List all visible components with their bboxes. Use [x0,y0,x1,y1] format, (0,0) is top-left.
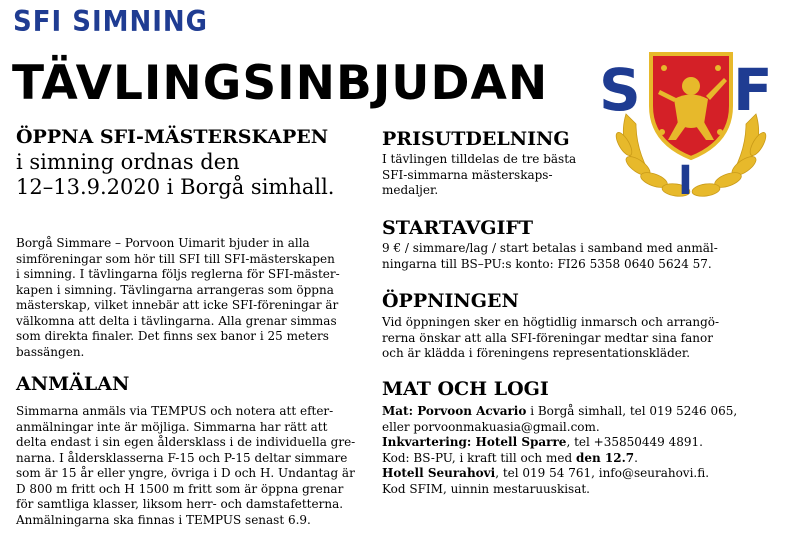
prisutdelning-heading: PRISUTDELNING [382,128,570,150]
lead-text [16,125,376,200]
lead-line-1: ÖPPNA SFI-MÄSTERSKAPEN [16,126,329,148]
text-line: simföreningar som hör till SFI till SFI-mästerskapen [16,251,335,266]
text-line: Vid öppningen sker en högtidlig inmarsch och arrangö- [382,315,720,329]
text-line: som direkta finaler. Det finns sex banor i 25 meters [16,329,329,343]
text-span: Kod: BS-PU, i kraft till och med [382,450,576,465]
text-line: kapen i simning. Tävlingarna arrangeras som öppna [16,282,334,297]
text-line: delta endast i sin egen åldersklass i de individuella gre- [16,435,356,449]
mat-och-logi-paragraph [382,404,782,497]
text-span: i Borgå simhall, tel 019 5246 065, [526,404,738,418]
text-line: anmälningar inte är möjliga. Simmarna har rätt att [16,419,328,434]
text-span: . [634,450,638,465]
text-span: , tel +35850449 4891. [566,435,703,449]
text-line: D 800 m fritt och H 1500 m fritt som är öppna grenar [16,481,344,496]
text-line: välkomna att delta i tävlingarna. Alla grenar simmas [16,313,337,328]
startavgift-heading: STARTAVGIFT [382,217,533,239]
hotel-name: Hotell Seurahovi [382,466,496,480]
text-line [382,435,782,451]
text-line: Borgå Simmare – Porvoon Uimarit bjuder in alla [16,236,310,250]
anmalan-heading: ANMÄLAN [16,373,130,395]
organization-name: SFI SIMNING [13,6,209,39]
anmalan-paragraph [16,404,356,528]
text-line [382,451,782,467]
text-line: i simning. I tävlingarna följs reglerna för SFI-mäster- [16,267,340,281]
text-line: narna. I åldersklasserna F-15 och P-15 deltar simmare [16,450,348,465]
lead-line-2: i simning ordnas den [16,150,240,174]
text-line: som är 15 år eller yngre, övriga i D och H. Undantag är [16,466,355,480]
text-line: mästerskap, vilket innebär att icke SFI-föreningar är [16,298,339,312]
text-line: 9 € / simmare/lag / start betalas i samband med anmäl- [382,241,718,255]
intro-paragraph [16,236,366,360]
logo-letter-f: F [733,56,773,124]
oppningen-heading: ÖPPNINGEN [382,290,519,312]
text-line: och är klädda i föreningens representationskläder. [382,346,691,360]
text-line [382,466,782,482]
deadline-date: den 12.7 [575,450,635,465]
text-line [382,404,782,420]
hotel-name: Inkvartering: Hotell Sparre [382,435,567,449]
text-line: SFI-simmarna mästerskaps- [382,167,553,182]
text-line: I tävlingen tilldelas de tre bästa [382,152,577,166]
lead-line-3: 12–13.9.2020 i Borgå simhall. [16,175,335,199]
mat-och-logi-heading: MAT OCH LOGI [382,378,549,400]
oppningen-paragraph [382,315,782,362]
startavgift-paragraph [382,241,782,272]
text-line: Simmarna anmäls via TEMPUS och notera att efter- [16,404,334,418]
text-line: rerna önskar att alla SFI-föreningar medtar sina fanor [382,330,713,345]
text-line: eller porvoonmakuasia@gmail.com. [382,419,600,434]
text-line: medaljer. [382,183,439,197]
page-title: TÄVLINGSINBJUDAN [12,56,549,111]
logo-letter-i: I [678,158,693,204]
sfi-logo [596,44,786,204]
text-line: Anmälningarna ska finnas i TEMPUS senast 6.9. [16,512,311,527]
text-line: Kod SFIM, uinnin mestaruuskisat. [382,481,590,496]
logo-letter-s: S [599,56,641,124]
text-line: bassängen. [16,344,85,359]
text-line: för samtliga klasser, liksom herr- och damstafetterna. [16,497,344,511]
text-span: , tel 019 54 761, info@seurahovi.fi. [495,466,710,480]
coat-of-arms-icon [651,54,731,158]
venue-name: Mat: Porvoon Acvario [382,404,527,418]
text-line: ningarna till BS–PU:s konto: FI26 5358 0640 5624 57. [382,256,712,271]
